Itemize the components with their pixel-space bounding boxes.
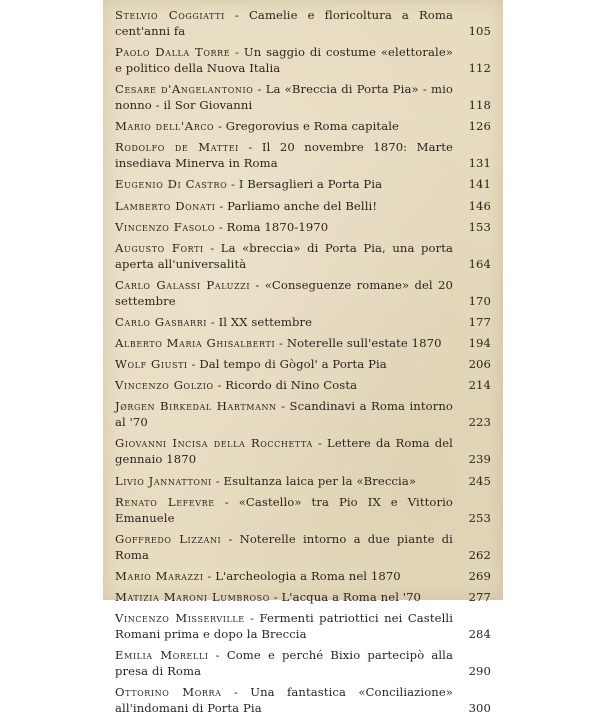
entry-page-number: 131 [468, 156, 491, 171]
entry-title: - Dal tempo di Gògol' a Porta Pia [187, 357, 387, 372]
entry-author: Augusto Forti [115, 240, 204, 255]
entry-text [115, 240, 463, 272]
toc-entry [115, 7, 491, 39]
entry-page-number: 206 [468, 357, 491, 372]
entry-author: Mario Marazzi [115, 568, 204, 583]
entry-author: Livio Jannattoni [115, 473, 212, 488]
entry-author: Stelvio Coggiatti [115, 8, 225, 22]
entry-page-number: 223 [468, 415, 491, 430]
entry-author: Vincenzo Fasolo [115, 219, 216, 234]
toc-entry [115, 219, 491, 235]
entry-author: Giovanni Incisa della Rocchetta [115, 436, 313, 451]
entry-text [115, 44, 463, 76]
entry-text [115, 435, 463, 467]
entry-title: - I Bersaglieri a Porta Pia [227, 177, 383, 192]
toc-entry [115, 356, 491, 372]
entry-text [115, 277, 463, 309]
entry-title: - Un saggio di costume «elettorale» e politico della Nuova Italia [115, 45, 454, 76]
entry-page-number: 253 [468, 510, 491, 525]
entry-page-number: 126 [468, 119, 491, 134]
entry-author: Emilia Morelli [115, 648, 209, 663]
entry-title: - Esultanza laica per la «Breccia» [211, 473, 417, 488]
entry-page-number: 170 [468, 293, 491, 308]
entry-text [115, 589, 463, 605]
toc-entry [115, 647, 491, 679]
entry-text [115, 531, 463, 563]
entry-title: - Noterelle sull'estate 1870 [275, 336, 442, 351]
entry-title: - L'archeologia a Roma nel 1870 [203, 568, 401, 583]
entry-text [115, 398, 463, 430]
entry-title: - Scandinavi a Roma intorno al '70 [115, 399, 453, 430]
entry-author: Jørgen Birkedal Hartmann [115, 399, 277, 414]
entry-author: Carlo Gasbarri [115, 314, 208, 329]
entry-page-number: 214 [468, 378, 491, 393]
entry-title: - Una fantastica «Conciliazione» all'indomani di Porta Pia [115, 685, 453, 716]
toc-entry [115, 176, 491, 192]
entry-author: Alberto Maria Ghisalberti [115, 336, 276, 351]
entry-title: - La «breccia» di Porta Pia, una porta aperta all'universalità [115, 240, 453, 271]
entry-title: - Fermenti patriottici nei Castelli Romani prima e dopo la Breccia [115, 610, 453, 641]
entry-author: Mario dell'Arco [115, 119, 215, 134]
entry-page-number: 118 [468, 98, 491, 113]
toc-entry [115, 435, 491, 467]
entry-page-number: 277 [468, 589, 491, 604]
entry-text [115, 377, 463, 393]
toc-entry [115, 568, 491, 584]
entry-title: - Gregorovius e Roma capitale [214, 119, 399, 134]
toc-entry [115, 277, 491, 309]
entry-author: Lamberto Donati [115, 198, 216, 213]
toc-entry [115, 118, 491, 134]
toc-entry [115, 473, 491, 489]
entry-text [115, 176, 463, 192]
entry-author: Goffredo Lizzani [115, 531, 222, 546]
entry-author: Cesare d'Angelantonio [115, 82, 254, 97]
entry-text [115, 198, 463, 214]
toc-entry [115, 44, 491, 76]
entry-title: - Noterelle intorno a due piante di Roma [115, 531, 453, 562]
entry-page-number: 194 [468, 336, 491, 351]
entry-title: - «Conseguenze romane» del 20 settembre [115, 277, 453, 308]
entry-title: - Roma 1870-1970 [215, 219, 329, 234]
entry-text [115, 81, 463, 113]
toc-entry [115, 81, 491, 113]
toc-entry [115, 314, 491, 330]
entry-page-number: 269 [468, 568, 491, 583]
entry-author: Carlo Galassi Paluzzi [115, 277, 251, 292]
entry-page-number: 290 [468, 664, 491, 679]
toc-entry [115, 684, 491, 716]
entry-author: Renato Lefevre [115, 494, 215, 509]
entry-author: Eugenio Di Castro [115, 177, 228, 192]
entry-text [115, 335, 463, 351]
entry-page-number: 141 [468, 177, 491, 192]
toc-entry [115, 610, 491, 642]
entry-page-number: 262 [468, 547, 491, 562]
entry-page-number: 105 [468, 24, 491, 38]
entry-page-number: 112 [468, 61, 491, 76]
entry-author: Vincenzo Golzio [115, 378, 214, 393]
table-of-contents [115, 7, 491, 721]
entry-text [115, 7, 463, 39]
toc-entry [115, 494, 491, 526]
entry-text [115, 139, 463, 171]
entry-text [115, 219, 463, 235]
entry-author: Vincenzo Misserville [115, 610, 245, 625]
entry-author: Matizia Maroni Lumbroso [115, 589, 270, 604]
toc-entry [115, 139, 491, 171]
entry-page-number: 245 [468, 473, 491, 488]
entry-author: Rodolfo de Mattei [115, 140, 239, 155]
toc-entry [115, 198, 491, 214]
entry-page-number: 177 [468, 314, 491, 329]
entry-text [115, 356, 463, 372]
entry-text [115, 314, 463, 330]
toc-entry [115, 240, 491, 272]
entry-title: - Parliamo anche del Belli! [215, 198, 378, 213]
entry-title: - Come e perché Bixio partecipò alla presa di Roma [115, 648, 453, 679]
entry-title: - Lettere da Roma del gennaio 1870 [115, 436, 453, 467]
book-page [103, 0, 503, 716]
entry-title: - Camelie e floricoltura a Roma cent'anni fa [115, 8, 453, 38]
entry-title: - «Castello» tra Pio IX e Vittorio Emanuele [115, 494, 453, 525]
entry-title: - Il XX settembre [207, 314, 313, 329]
entry-author: Wolf Giusti [115, 357, 188, 372]
entry-text [115, 684, 463, 716]
toc-entry [115, 377, 491, 393]
toc-entry [115, 335, 491, 351]
entry-author: Ottorino Morra [115, 685, 222, 700]
entry-page-number: 239 [468, 452, 491, 467]
entry-text [115, 647, 463, 679]
entry-text [115, 568, 463, 584]
entry-title: - Il 20 novembre 1870: Marte insediava Minerva in Roma [115, 140, 454, 171]
entry-title: - Ricordo di Nino Costa [213, 378, 358, 393]
entry-author: Paolo Dalla Torre [115, 45, 231, 60]
entry-text [115, 494, 463, 526]
toc-entry [115, 589, 491, 605]
entry-title: - L'acqua a Roma nel '70 [269, 589, 422, 604]
entry-text [115, 473, 463, 489]
entry-text [115, 118, 463, 134]
entry-title: - La «Breccia di Porta Pia» - mio nonno - il Sor Giovanni [115, 82, 453, 113]
entry-page-number: 153 [468, 219, 491, 234]
toc-entry [115, 398, 491, 430]
entry-page-number: 146 [468, 198, 491, 213]
toc-entry [115, 531, 491, 563]
entry-page-number: 284 [468, 626, 491, 641]
entry-page-number: 164 [468, 256, 491, 271]
entry-text [115, 610, 463, 642]
entry-page-number: 300 [468, 701, 491, 716]
